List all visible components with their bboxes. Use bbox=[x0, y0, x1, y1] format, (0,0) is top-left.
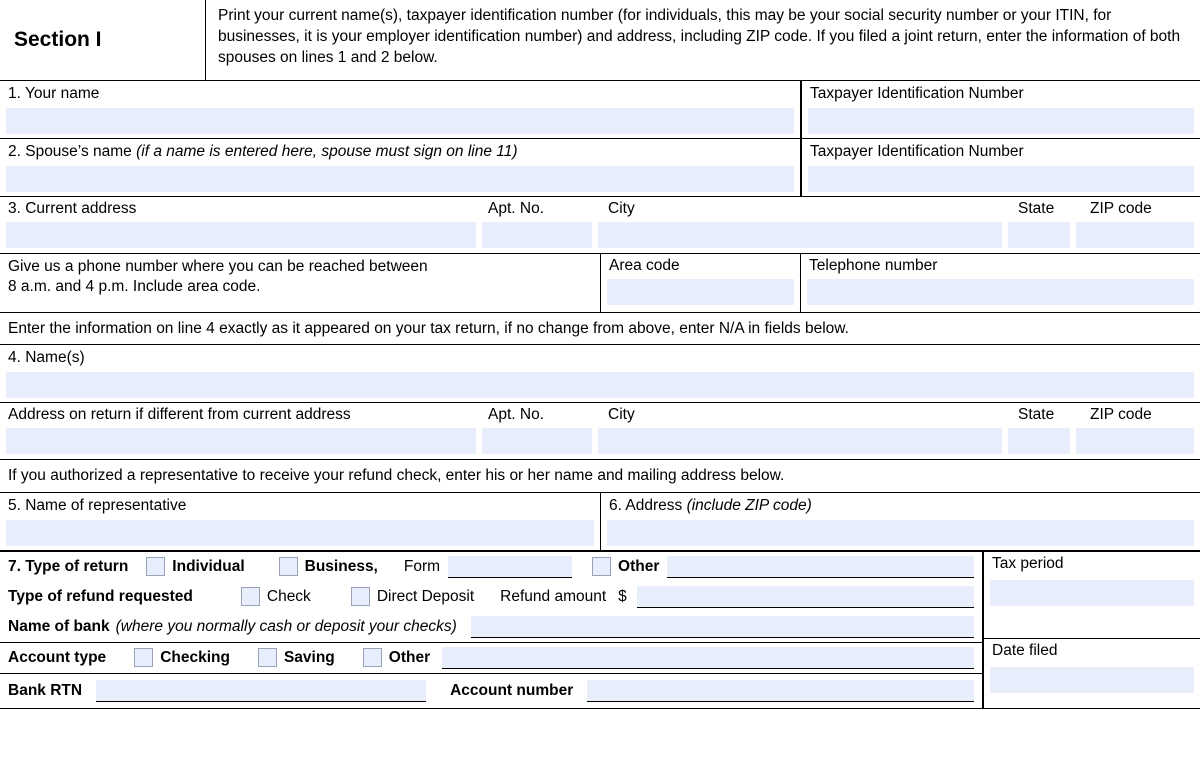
other-return-checkbox[interactable] bbox=[592, 557, 611, 576]
bank-rtn-input[interactable] bbox=[96, 680, 426, 702]
account-other-checkbox[interactable] bbox=[363, 648, 382, 667]
bank-name-label: Name of bank bbox=[8, 617, 110, 635]
section-instructions: Print your current name(s), taxpayer identification number (for individuals, this may be your social security number or your ITIN, for businesses, it is your employer identification number) and address, including ZIP code. If you filed a joint return, enter the information of both spouses on lines 1 and 2 below. bbox=[205, 0, 1200, 80]
return-zip-label: ZIP code bbox=[1090, 406, 1152, 424]
account-number-input[interactable] bbox=[587, 680, 974, 702]
line-3-state-input[interactable] bbox=[1008, 222, 1070, 248]
line-5-label: 5. Name of representative bbox=[8, 497, 187, 515]
line-3-city-label: City bbox=[608, 199, 635, 217]
bank-name-row bbox=[0, 612, 982, 642]
return-address-labels bbox=[0, 403, 1200, 425]
line-3-inputs bbox=[0, 219, 1200, 253]
line-3-address-label: 3. Current address bbox=[8, 199, 137, 217]
line-3-apt-input[interactable] bbox=[482, 222, 592, 248]
line-1-name-cell bbox=[0, 81, 800, 138]
line-4-names-input[interactable] bbox=[6, 372, 1194, 398]
line-3-row bbox=[0, 197, 1200, 253]
line-2-name-input[interactable] bbox=[6, 166, 794, 192]
line-6-label-note: (include ZIP code) bbox=[686, 497, 812, 515]
line-6-label-text: 6. Address bbox=[609, 497, 683, 515]
form-input[interactable] bbox=[448, 556, 572, 578]
checking-label: Checking bbox=[160, 648, 230, 666]
tax-period-label: Tax period bbox=[992, 554, 1064, 572]
line-2-tin-label: Taxpayer Identification Number bbox=[810, 142, 1024, 160]
line-4-row bbox=[0, 345, 1200, 398]
bank-rtn-row bbox=[0, 674, 982, 708]
return-address-label: Address on return if different from current address bbox=[8, 406, 351, 424]
return-apt-input[interactable] bbox=[482, 428, 592, 454]
line-1-label: 1. Your name bbox=[8, 85, 100, 102]
area-code-cell bbox=[600, 254, 800, 312]
line-1-tin-label: Taxpayer Identification Number bbox=[810, 85, 1024, 102]
line-2-label-note: (if a name is entered here, spouse must sign on line 11) bbox=[136, 142, 518, 160]
line-3-address-input[interactable] bbox=[6, 222, 476, 248]
area-code-input[interactable] bbox=[607, 279, 794, 305]
line-5-input[interactable] bbox=[6, 520, 594, 546]
line-3-city-input[interactable] bbox=[598, 222, 1002, 248]
phone-prompt-line-1: Give us a phone number where you can be reached between bbox=[8, 257, 428, 275]
line-7-main bbox=[0, 552, 982, 708]
line-6-input[interactable] bbox=[607, 520, 1194, 546]
area-code-label: Area code bbox=[609, 256, 680, 274]
page-title: Section I bbox=[14, 28, 102, 51]
direct-deposit-checkbox[interactable] bbox=[351, 587, 370, 606]
line-4-label: 4. Name(s) bbox=[8, 349, 85, 367]
date-filed-cell bbox=[984, 639, 1200, 693]
other-return-input[interactable] bbox=[667, 556, 974, 578]
tax-period-cell bbox=[984, 552, 1200, 638]
check-label: Check bbox=[266, 587, 311, 605]
line-3-state-label: State bbox=[1018, 199, 1055, 217]
return-apt-label: Apt. No. bbox=[488, 406, 544, 424]
bank-rtn-label: Bank RTN bbox=[8, 681, 83, 699]
account-type-label: Account type bbox=[8, 648, 107, 666]
bank-name-note: (where you normally cash or deposit your checks) bbox=[115, 617, 457, 635]
phone-prompt-line-2: 8 a.m. and 4 p.m. Include area code. bbox=[8, 278, 261, 296]
line-1-name-input[interactable] bbox=[6, 108, 794, 134]
checking-checkbox[interactable] bbox=[134, 648, 153, 667]
line-1-row bbox=[0, 81, 1200, 138]
line-3-labels bbox=[0, 197, 1200, 219]
dollar-sign: $ bbox=[618, 587, 627, 605]
return-address-inputs bbox=[0, 425, 1200, 459]
business-label: Business, bbox=[304, 557, 378, 575]
section-header bbox=[0, 0, 1200, 80]
line-1-tin-cell bbox=[800, 81, 1200, 138]
refund-type-row bbox=[0, 582, 982, 612]
line-3-zip-input[interactable] bbox=[1076, 222, 1194, 248]
representative-note: If you authorized a representative to receive your refund check, enter his or her name and mailing address below. bbox=[8, 467, 785, 485]
line-7-side bbox=[982, 552, 1200, 708]
line-7-block bbox=[0, 552, 1200, 708]
return-city-input[interactable] bbox=[598, 428, 1002, 454]
line-5-6-row bbox=[0, 493, 1200, 550]
phone-row bbox=[0, 254, 1200, 312]
phone-prompt-cell bbox=[0, 254, 600, 312]
line-7-label: 7. Type of return bbox=[8, 557, 129, 575]
account-number-label: Account number bbox=[450, 681, 574, 699]
line-2-name-cell bbox=[0, 139, 800, 196]
form-label: Form bbox=[403, 557, 441, 575]
telephone-label: Telephone number bbox=[809, 256, 938, 274]
return-state-input[interactable] bbox=[1008, 428, 1070, 454]
return-city-label: City bbox=[608, 406, 635, 424]
individual-label: Individual bbox=[172, 557, 245, 575]
section-title-cell bbox=[0, 0, 205, 80]
account-type-row bbox=[0, 643, 982, 673]
line-3-zip-label: ZIP code bbox=[1090, 199, 1152, 217]
refund-type-label: Type of refund requested bbox=[8, 587, 193, 605]
saving-label: Saving bbox=[283, 648, 335, 666]
telephone-input[interactable] bbox=[807, 279, 1194, 305]
return-state-label: State bbox=[1018, 406, 1055, 424]
business-checkbox[interactable] bbox=[279, 557, 298, 576]
line-1-tin-input[interactable] bbox=[808, 108, 1194, 134]
line-2-tin-input[interactable] bbox=[808, 166, 1194, 192]
saving-checkbox[interactable] bbox=[258, 648, 277, 667]
date-filed-label: Date filed bbox=[992, 641, 1058, 659]
return-address-row bbox=[0, 403, 1200, 459]
line-2-row bbox=[0, 139, 1200, 196]
line-7-type-of-return-row bbox=[0, 552, 982, 582]
refund-amount-input[interactable] bbox=[637, 586, 974, 608]
tax-period-input[interactable] bbox=[990, 580, 1194, 606]
return-address-input[interactable] bbox=[6, 428, 476, 454]
date-filed-input[interactable] bbox=[990, 667, 1194, 693]
direct-deposit-label: Direct Deposit bbox=[376, 587, 475, 605]
line-6-label bbox=[601, 493, 1200, 517]
other-return-label: Other bbox=[618, 557, 660, 575]
telephone-cell bbox=[800, 254, 1200, 312]
refund-amount-label: Refund amount bbox=[500, 587, 607, 605]
line-2-label-text: 2. Spouse’s name bbox=[8, 142, 132, 160]
account-other-input[interactable] bbox=[442, 647, 974, 669]
line-2-tin-cell bbox=[800, 139, 1200, 196]
divider-bottom bbox=[0, 708, 1200, 709]
check-checkbox[interactable] bbox=[241, 587, 260, 606]
line-2-label bbox=[0, 139, 800, 163]
line-3-apt-label: Apt. No. bbox=[488, 199, 544, 217]
account-other-label: Other bbox=[388, 648, 431, 666]
line-4-note: Enter the information on line 4 exactly as it appeared on your tax return, if no change from above, enter N/A in fields below. bbox=[8, 319, 849, 337]
line-6-cell bbox=[600, 493, 1200, 550]
return-zip-input[interactable] bbox=[1076, 428, 1194, 454]
individual-checkbox[interactable] bbox=[146, 557, 165, 576]
line-5-cell bbox=[0, 493, 600, 550]
bank-name-input[interactable] bbox=[471, 616, 974, 638]
